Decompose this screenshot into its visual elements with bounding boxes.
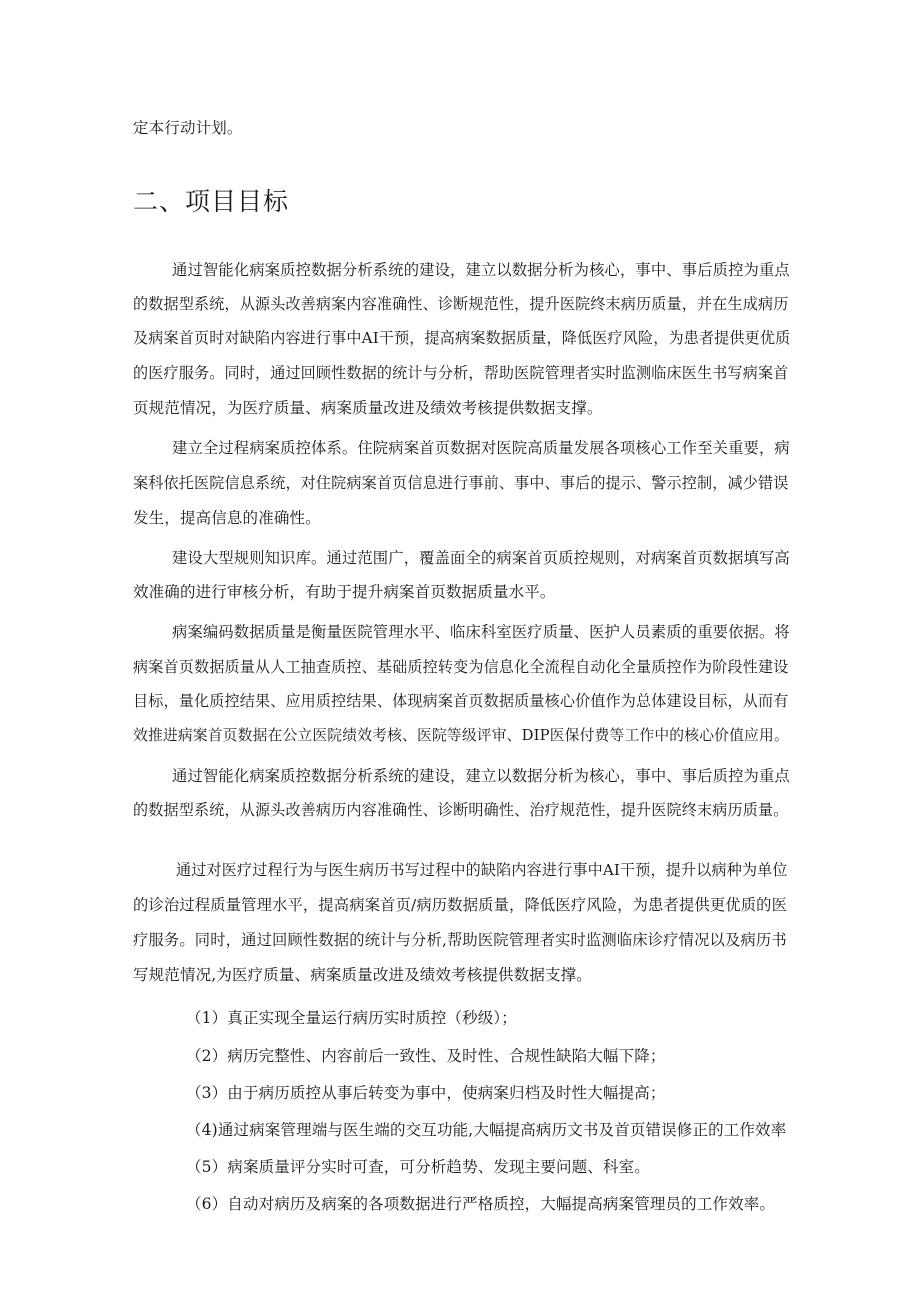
list-item: （3）由于病历质控从事后转变为事中，使病案归档及时性大幅提高；	[186, 1084, 666, 1102]
list-item: （2）病历完整性、内容前后一致性、及时性、合规性缺陷大幅下降；	[186, 1047, 666, 1065]
list-item: （4)通过病案管理端与医生端的交互功能,大幅提高病历文书及首页错误修正的工作效率	[186, 1121, 787, 1139]
paragraph-line: 及病案首页时对缺陷内容进行事中AI干预，提高病案数据质量，降低医疗风险，为患者提供更优质	[133, 329, 791, 347]
paragraph-line: 建立全过程病案质控体系。住院病案首页数据对医院高质量发展各项核心工作至关重要，病	[172, 439, 790, 457]
intro-tail-line: 定本行动计划。	[133, 119, 243, 137]
paragraph-line: 的医疗服务。同时，通过回顾性数据的统计与分析，帮助医院管理者实时监测临床医生书写病案首	[133, 364, 789, 382]
list-item: （5）病案质量评分实时可查，可分析趋势、发现主要问题、科室。	[186, 1158, 650, 1176]
paragraph-line: 病案首页数据质量从人工抽查质控、基础质控转变为信息化全流程自动化全量质控作为阶段性建设	[133, 658, 789, 676]
paragraph-line: 通过智能化病案质控数据分析系统的建设，建立以数据分析为核心，事中、事后质控为重点	[172, 767, 790, 785]
paragraph-line: 的数据型系统，从源头改善病历内容准确性、诊断明确性、治疗规范性，提升医院终末病历质量。	[133, 801, 789, 819]
paragraph-line: 效推进病案首页数据在公立医院绩效考核、医院等级评审、DIP医保付费等工作中的核心价值应用。	[133, 727, 789, 744]
paragraph-line: 效准确的进行审核分析，有助于提升病案首页数据质量水平。	[133, 583, 556, 601]
paragraph-line: 的数据型系统，从源头改善病案内容准确性、诊断规范性，提升医院终末病历质量，并在生成病历	[133, 295, 789, 313]
paragraph-line: 目标，量化质控结果、应用质控结果、体现病案首页数据质量核心价值作为总体建设目标，从而有	[133, 692, 789, 710]
paragraph-line: 建设大型规则知识库。通过范围广，覆盖面全的病案首页质控规则，对病案首页数据填写高	[172, 549, 790, 567]
paragraph-line: 页规范情况，为医疗质量、病案质量改进及绩效考核提供数据支撑。	[133, 399, 603, 417]
paragraph-line: 写规范情况,为医疗质量、病案质量改进及绩效考核提供数据支撑。	[133, 966, 592, 984]
section-heading: 二、项目目标	[133, 187, 290, 216]
paragraph-line: 发生，提高信息的准确性。	[133, 509, 321, 527]
paragraph-line: 病案编码数据质量是衡量医院管理水平、临床科室医疗质量、医护人员素质的重要依据。将	[172, 623, 790, 641]
paragraph-line: 案科依托医院信息系统，对住院病案首页信息进行事前、事中、事后的提示、警示控制，减少错误	[133, 474, 789, 492]
paragraph-line: 的诊治过程质量管理水平，提高病案首页/病历数据质量，降低医疗风险，为患者提供更优质的医	[133, 896, 788, 914]
paragraph-line: 通过智能化病案质控数据分析系统的建设，建立以数据分析为核心，事中、事后质控为重点	[172, 261, 790, 279]
paragraph-line: 疗服务。同时，通过回顾性数据的统计与分析,帮助医院管理者实时监测临床诊疗情况以及病历书	[133, 931, 787, 949]
list-item: （1）真正实现全量运行病历实时质控（秒级）；	[186, 1009, 517, 1027]
list-item: （6）自动对病历及病案的各项数据进行严格质控，大幅提高病案管理员的工作效率。	[186, 1195, 776, 1213]
paragraph-line: 通过对医疗过程行为与医生病历书写过程中的缺陷内容进行事中AI干预，提升以病种为单位	[176, 861, 788, 879]
